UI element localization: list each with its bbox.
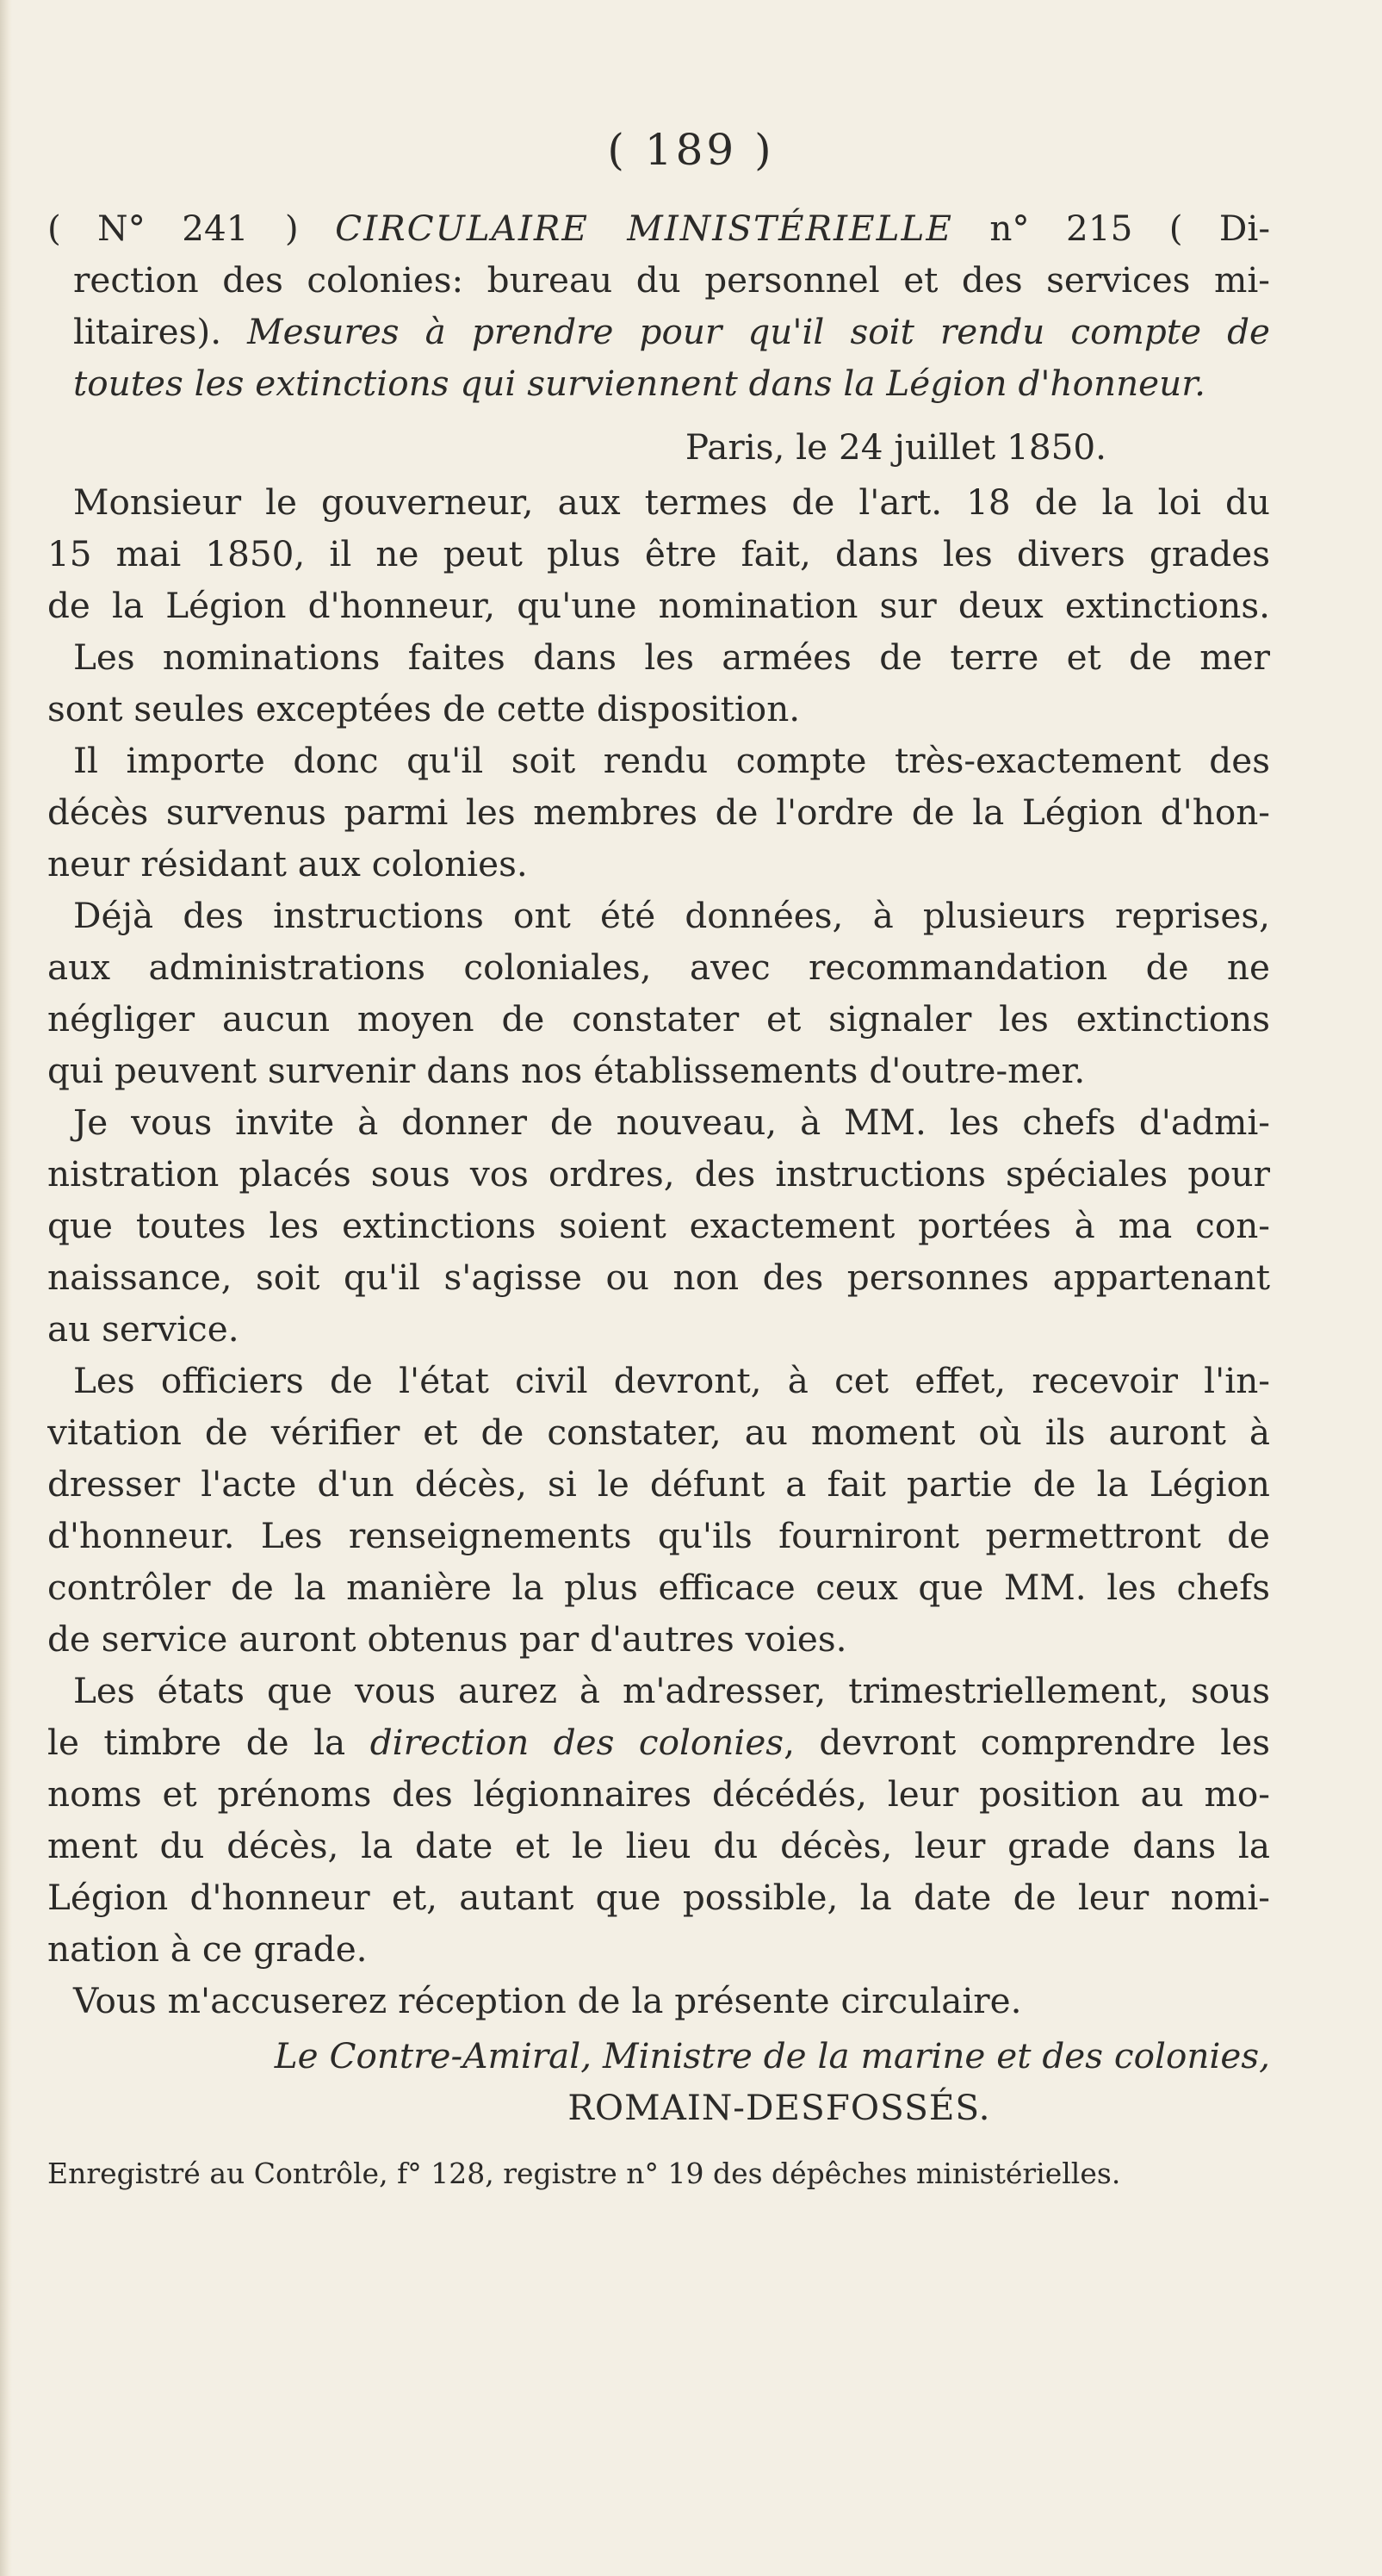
signature-name: ROMAIN-DESFOSSÉS.: [567, 2087, 991, 2128]
body-line: nistration placés sous vos ordres, des instructions spéciales pour: [47, 1153, 1270, 1195]
body-line: négliger aucun moyen de constater et signaler les extinctions: [47, 998, 1270, 1040]
registration-note: Enregistré au Contrôle, f° 128, registre n° 19 des dépêches ministérielles.: [47, 2157, 1121, 2190]
circular-text: [47, 202, 1270, 2195]
body-line: Les nominations faites dans les armées de terre et de mer: [73, 636, 1270, 678]
body-line: aux administrations coloniales, avec recommandation de ne: [47, 947, 1270, 988]
body-line: Il importe donc qu'il soit rendu compte très-exactement des: [73, 740, 1270, 781]
signature-title: Le Contre-Amiral, Ministre de la marine et des colonies,: [274, 2035, 1270, 2076]
body-line: Déjà des instructions ont été données, à plusieurs reprises,: [73, 895, 1270, 936]
body-text: , devront comprendre les: [784, 1722, 1270, 1763]
heading-line-1: [47, 202, 1270, 254]
body-text: le timbre de la: [47, 1722, 346, 1763]
circular-number: ( N° 241 ): [47, 208, 299, 249]
page-edge: [0, 0, 12, 2576]
circular-ref: n° 215 ( Di-: [989, 208, 1270, 249]
body-line: Je vous invite à donner de nouveau, à MM. les chefs d'admi-: [73, 1102, 1270, 1143]
body-line: Vous m'accuserez réception de la présente circulaire.: [73, 1980, 1022, 2021]
page-number: ( 189 ): [607, 125, 775, 175]
heading-line-4: toutes les extinctions qui surviennent dans la Légion d'honneur.: [73, 363, 1206, 404]
body-line: naissance, soit qu'il s'agisse ou non des personnes appartenant: [47, 1257, 1270, 1298]
heading-line-2: rection des colonies: bureau du personnel et des services mi-: [73, 259, 1270, 301]
heading-line-3-italic: Mesures à prendre pour qu'il soit rendu compte de: [247, 311, 1270, 352]
body-line: décès survenus parmi les membres de l'ordre de la Légion d'hon-: [47, 791, 1270, 833]
body-line: de la Légion d'honneur, qu'une nomination sur deux extinctions.: [47, 585, 1270, 626]
body-line: d'honneur. Les renseignements qu'ils fourniront permettront de: [47, 1515, 1270, 1556]
body-line: nation à ce grade.: [47, 1928, 368, 1970]
body-line: Monsieur le gouverneur, aux termes de l'art. 18 de la loi du: [73, 481, 1270, 523]
body-line: dresser l'acte d'un décès, si le défunt a fait partie de la Légion: [47, 1463, 1270, 1505]
body-text-italic: direction des colonies: [369, 1722, 784, 1763]
heading-line-3: [47, 306, 1270, 357]
body-line: vitation de vérifier et de constater, au moment où ils auront à: [47, 1412, 1270, 1453]
body-line: de service auront obtenus par d'autres voies.: [47, 1618, 847, 1660]
letter-date: Paris, le 24 juillet 1850.: [685, 426, 1106, 468]
body-line: au service.: [47, 1308, 239, 1350]
body-line: 15 mai 1850, il ne peut plus être fait, dans les divers grades: [47, 533, 1270, 574]
body-line: Les officiers de l'état civil devront, à cet effet, recevoir l'in-: [73, 1360, 1270, 1401]
circular-title: CIRCULAIRE MINISTÉRIELLE: [335, 208, 953, 249]
body-line: neur résidant aux colonies.: [47, 843, 528, 885]
body-line-mixed: [47, 1716, 1270, 1768]
body-line: sont seules exceptées de cette disposition.: [47, 688, 801, 729]
body-line: qui peuvent survenir dans nos établissements d'outre-mer.: [47, 1050, 1086, 1091]
body-line: que toutes les extinctions soient exactement portées à ma con-: [47, 1205, 1270, 1246]
body-line: Légion d'honneur et, autant que possible, la date de leur nomi-: [47, 1877, 1270, 1918]
body-line: Les états que vous aurez à m'adresser, trimestriellement, sous: [73, 1670, 1270, 1711]
body-line: noms et prénoms des légionnaires décédés, leur position au mo-: [47, 1773, 1270, 1815]
heading-line-3-start: litaires).: [73, 311, 222, 352]
body-line: ment du décès, la date et le lieu du décès, leur grade dans la: [47, 1825, 1270, 1866]
body-line: contrôler de la manière la plus efficace ceux que MM. les chefs: [47, 1567, 1270, 1608]
